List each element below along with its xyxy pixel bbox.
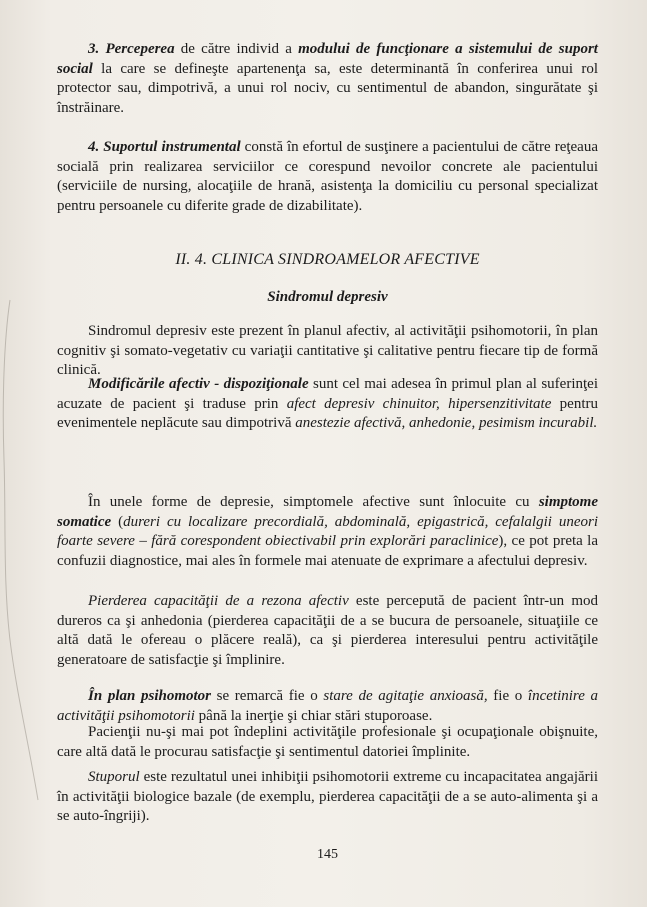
paragraph-depressive-syndrome: Sindromul depresiv este prezent în planul afectiv, al activităţii psihomotorii, în plan cognitiv şi somato-vegetativ cu variaţii cantitative şi calitative pentru fiecare tip de formă clinică. xyxy=(57,323,598,379)
sub-heading: Sindromul depresiv xyxy=(267,289,388,305)
point-label: 3. Perceperea xyxy=(88,41,175,57)
paragraph-perception: 3. Perceperea de către individ a modului de funcţionare a sistemului de suport social la care se defineşte apartenenţa sa, este determinantă în conferirea unui rol protector sau, dimpotrivă, a unui rol nociv, cu sentimentul de abandon, singurătate şi înstrăinare. xyxy=(57,41,598,116)
paragraph-instrumental-support: 4. Suportul instrumental constă în efortul de susţinere a pacientului de către reţeaua socială prin realizarea serviciilor ce corespund nevoilor concrete ale pacientului (serviciile de nursing, alocaţiile de hrană, asistenţa la domiciliu cu personal specializat pentru persoanele cu diferite grade de dizabilitate). xyxy=(57,139,598,214)
emphasis: În plan psihomotor xyxy=(88,688,212,704)
section-heading: II. 4. CLINICA SINDROAMELOR AFECTIVE xyxy=(175,251,480,268)
emphasis: Modificările afectiv - dispoziţionale xyxy=(88,376,309,392)
margin-pencil-line xyxy=(0,0,40,907)
emphasis: modului de funcţionare a sistemului de suport social xyxy=(57,41,598,77)
paragraph-stupor: Stuporul este rezultatul unei inhibiţii psihomotorii extreme cu incapacitatea angajării în activităţii biologice bazale (de exemplu, pierderea capacităţii de a se auto-alimenta şi a se auto-îngriji). xyxy=(57,769,598,825)
paragraph-psychomotor: În plan psihomotor se remarcă fie o stare de agitaţie anxioasă, fie o încetinire a activităţii psihomotorii până la inerţie şi chiar stări stuporoase. xyxy=(57,688,598,724)
point-label: 4. Suportul instrumental xyxy=(88,139,241,155)
page-number: 145 xyxy=(317,847,338,862)
paragraph-occupational: Pacienţii nu-şi mai pot îndeplini activităţile profesionale şi ocupaţionale obişnuite, care altă dată le procurau satisfacţie şi sentimentul datoriei împlinite. xyxy=(57,724,598,760)
paragraph-affective-resonance: Pierderea capacităţii de a rezona afectiv este percepută de pacient într-un mod dureros ca şi anhedonia (pierderea capacităţii de a se bucura de persoanele, situaţiile ce altă dată le ofereau o plăcere reală), ca şi pierderea interesului pentru activităţile generatoare de satisfacţie şi împlinire. xyxy=(57,593,598,668)
paragraph-somatic-symptoms: În unele forme de depresie, simptomele afective sunt înlocuite cu simptome somatice (dureri cu localizare precordială, abdominală, epigastrică, cefalalgii uneori foarte severe – fără corespondent obiectivabil prin explorări paraclinice), ce pot preta la confuzii diagnostice, mai ales în formele mai atenuate de exprimare a afectului depresiv. xyxy=(57,494,599,569)
paragraph-affective-changes: Modificările afectiv - dispoziţionale sunt cel mai adesea în primul plan al suferinţei acuzate de pacient şi traduse prin afect depresiv chinuitor, hipersenzitivitate pentru evenimentele neplăcute sau dimpotrivă anestezie afectivă, anhedonie, pesimism incurabil. xyxy=(57,376,599,432)
emphasis: simptome somatice xyxy=(57,494,598,530)
